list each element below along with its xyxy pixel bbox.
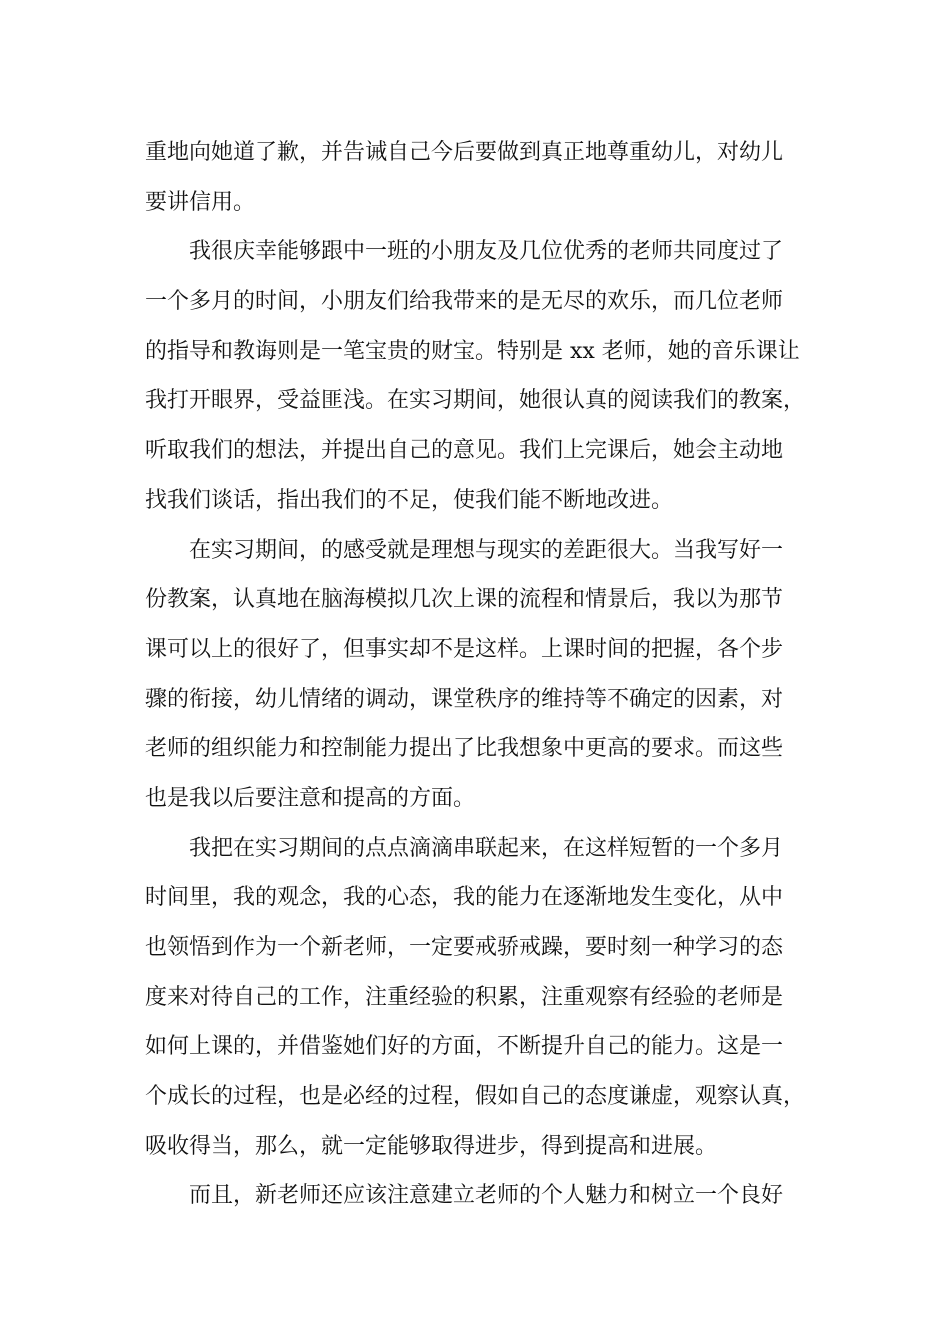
text-line: 骤的衔接，幼儿情绪的调动，课堂秩序的维持等不确定的因素，对 xyxy=(145,686,784,712)
text-line: 个成长的过程，也是必经的过程，假如自己的态度谦虚，观察认真， xyxy=(145,1084,806,1110)
text-line: 课可以上的很好了，但事实却不是这样。上课时间的把握，各个步 xyxy=(145,636,784,662)
text-line: 份教案，认真地在脑海模拟几次上课的流程和情景后，我以为那节 xyxy=(145,587,784,613)
text-line: 重地向她道了歉，并告诫自己今后要做到真正地尊重幼儿，对幼儿 xyxy=(145,140,784,165)
paragraph-start-line: 我把在实习期间的点点滴滴串联起来，在这样短暂的一个多月 xyxy=(189,835,784,861)
text-line: 也是我以后要注意和提高的方面。 xyxy=(145,785,476,811)
text-line: 我打开眼界，受益匪浅。在实习期间，她很认真的阅读我们的教案， xyxy=(145,388,806,414)
text-line: 的指导和教诲则是一笔宝贵的财宝。特别是 xx 老师，她的音乐课让 xyxy=(145,338,800,364)
paragraph-start-line: 我很庆幸能够跟中一班的小朋友及几位优秀的老师共同度过了 xyxy=(189,239,784,265)
text-line: 听取我们的想法，并提出自己的意见。我们上完课后，她会主动地 xyxy=(145,438,784,464)
text-line: 度来对待自己的工作，注重经验的积累，注重观察有经验的老师是 xyxy=(145,984,784,1010)
text-line: 要讲信用。 xyxy=(145,189,256,215)
text-line: 如何上课的，并借鉴她们好的方面，不断提升自己的能力。这是一 xyxy=(145,1034,784,1060)
paragraph-start-line: 在实习期间，的感受就是理想与现实的差距很大。当我写好一 xyxy=(189,537,784,563)
text-line: 一个多月的时间，小朋友们给我带来的是无尽的欢乐，而几位老师 xyxy=(145,289,784,315)
text-line: 时间里，我的观念，我的心态，我的能力在逐渐地发生变化，从中 xyxy=(145,885,784,911)
paragraph-start-line: 而且，新老师还应该注意建立老师的个人魅力和树立一个良好 xyxy=(189,1183,784,1209)
text-line: 找我们谈话，指出我们的不足，使我们能不断地改进。 xyxy=(145,487,674,513)
text-line: 老师的组织能力和控制能力提出了比我想象中更高的要求。而这些 xyxy=(145,736,784,762)
text-line: 吸收得当，那么，就一定能够取得进步，得到提高和进展。 xyxy=(145,1133,718,1159)
text-line: 也领悟到作为一个新老师，一定要戒骄戒躁，要时刻一种学习的态 xyxy=(145,935,784,960)
document-body xyxy=(145,128,825,1221)
